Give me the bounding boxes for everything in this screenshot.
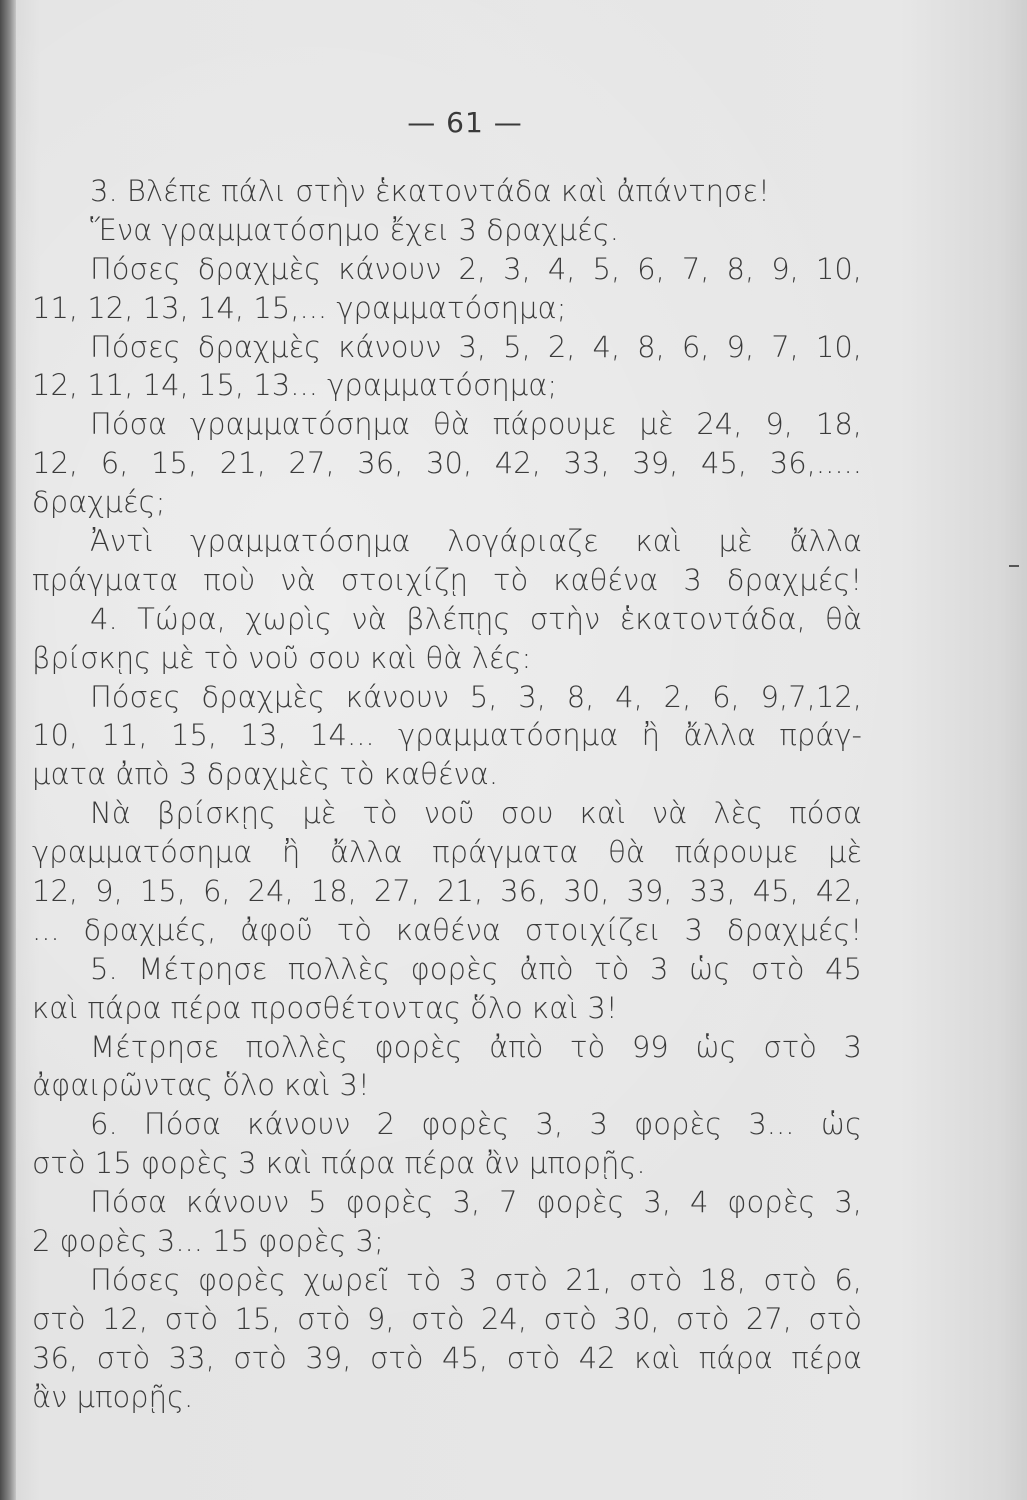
text-line: ἂν μπορῇς. [32,1379,194,1414]
text-line: ματα ἀπὸ 3 δραχμὲς τὸ καθένα. [32,757,499,792]
text-line: Πόσα γραμματόσημα θὰ πάρουμε μὲ 24, 9, 18, [90,407,862,442]
book-binding-edge [0,0,16,1500]
text-line: γραμματόσημα ἢ ἄλλα πράγματα θὰ πάρουμε μὲ [32,835,862,870]
edge-mark [1009,565,1019,567]
text-line: στὸ 12, στὸ 15, στὸ 9, στὸ 24, στὸ 30, στὸ 27, στὸ [32,1301,862,1336]
text-line: βρίσκῃς μὲ τὸ νοῦ σου καὶ θὰ λές: [32,640,532,675]
text-line: Πόσα κάνουν 5 φορὲς 3, 7 φορὲς 3, 4 φορὲς 3, [90,1185,862,1220]
text-line: 5. Μέτρησε πολλὲς φορὲς ἀπὸ τὸ 3 ὡς στὸ 45 [90,951,862,986]
text-line: καὶ πάρα πέρα προσθέτοντας ὅλο καὶ 3! [32,990,618,1025]
text-line: Πόσες φορὲς χωρεῖ τὸ 3 στὸ 21, στὸ 18, στὸ 6, [90,1262,862,1297]
page-number: — 61 — [407,106,523,139]
text-line: 12, 6, 15, 21, 27, 36, 30, 42, 33, 39, 45, 36,..... [32,446,862,481]
text-line: στὸ 15 φορὲς 3 καὶ πάρα πέρα ἂν μπορῇς. [32,1146,646,1181]
text-line: 4. Τώρα, χωρὶς νὰ βλέπῃς στὴν ἑκατοντάδα, θὰ [90,601,862,636]
text-line: Μέτρησε πολλὲς φορὲς ἀπὸ τὸ 99 ὡς στὸ 3 [90,1029,862,1064]
text-line: Νὰ βρίσκῃς μὲ τὸ νοῦ σου καὶ νὰ λὲς πόσα [90,796,862,831]
text-line: Πόσες δραχμὲς κάνουν 2, 3, 4, 5, 6, 7, 8, 9, 10, [90,251,862,286]
text-line: 36, στὸ 33, στὸ 39, στὸ 45, στὸ 42 καὶ πάρα πέρα [32,1340,862,1375]
text-line: ἀφαιρῶντας ὅλο καὶ 3! [32,1068,370,1103]
text-line: 6. Πόσα κάνουν 2 φορὲς 3, 3 φορὲς 3... ὡς [90,1107,862,1142]
text-line: πράγματα ποὺ νὰ στοιχίζῃ τὸ καθένα 3 δραχμές! [32,562,862,597]
text-line: δραχμές; [32,485,166,520]
text-line: 11, 12, 13, 14, 15,... γραμματόσημα; [32,290,567,325]
text-line: 2 φορὲς 3... 15 φορὲς 3; [32,1224,384,1259]
text-line: 12, 11, 14, 15, 13... γραμματόσημα; [32,368,558,403]
text-line: Πόσες δραχμὲς κάνουν 3, 5, 2, 4, 8, 6, 9, 7, 10, [90,329,862,364]
text-line: 10, 11, 15, 13, 14... γραμματόσημα ἢ ἄλλα πράγ- [32,718,862,753]
text-line: 3. Βλέπε πάλι στὴν ἑκατοντάδα καὶ ἀπάντησε! [90,174,770,208]
text-line: Ἕνα γραμματόσημο ἔχει 3 δραχμές. [90,212,619,247]
text-line: Πόσες δραχμὲς κάνουν 5, 3, 8, 4, 2, 6, 9,7,12, [90,679,862,714]
page-text [32,172,862,1417]
text-line: 12, 9, 15, 6, 24, 18, 27, 21, 36, 30, 39, 33, 45, 42, [32,874,862,909]
text-line: Ἀντὶ γραμματόσημα λογάριαζε καὶ μὲ ἄλλα [90,524,862,559]
text-line: ... δραχμές, ἀφοῦ τὸ καθένα στοιχίζει 3 δραχμές! [32,912,862,947]
